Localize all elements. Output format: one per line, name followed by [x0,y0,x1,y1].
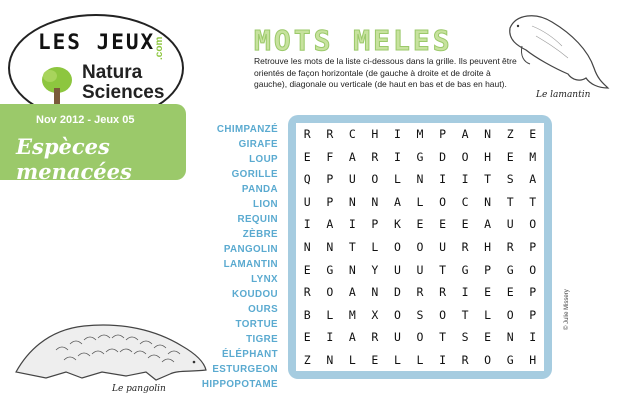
grid-cell[interactable]: K [393,217,401,232]
word-list [186,122,278,392]
grid-cell[interactable]: U [393,262,401,277]
grid-cell[interactable]: T [484,172,492,187]
grid-cell[interactable]: E [529,127,537,142]
grid-cell[interactable]: E [303,262,311,277]
grid-cell[interactable]: G [326,262,334,277]
grid-cell[interactable]: U [439,239,446,254]
grid-cell[interactable]: N [326,352,334,367]
grid-cell[interactable]: A [348,285,356,300]
grid-cell[interactable]: D [439,149,446,164]
grid-cell[interactable]: E [484,330,492,345]
grid-cell[interactable]: L [348,352,356,367]
grid-cell[interactable]: O [416,330,424,345]
grid-cell[interactable]: U [506,217,514,232]
grid-cell[interactable]: O [529,262,537,277]
grid-cell[interactable]: T [529,194,537,209]
grid-cell[interactable]: L [416,352,424,367]
grid-cell[interactable]: P [371,217,379,232]
grid-cell[interactable]: M [348,307,356,322]
grid-cell[interactable]: O [393,239,401,254]
grid-cell[interactable]: I [303,217,311,232]
word-list-item: TIGRE [246,334,278,345]
grid-cell[interactable]: O [326,285,334,300]
grid-cell[interactable]: U [393,330,401,345]
grid-cell[interactable]: N [484,127,492,142]
grid-cell[interactable]: O [416,239,424,254]
manatee-illustration [492,6,612,92]
grid-cell[interactable]: E [371,352,379,367]
grid-cell[interactable]: U [416,262,424,277]
grid-cell[interactable]: C [348,127,356,142]
grid-cell[interactable]: H [371,127,379,142]
word-list-item: PANDA [241,184,278,195]
word-list-item: GORILLE [231,169,278,180]
grid-cell[interactable]: U [303,194,311,209]
grid-cell[interactable]: M [416,127,424,142]
grid-cell[interactable]: I [439,352,446,367]
word-list-item: HIPPOPOTAME [201,379,278,390]
logo-sciences: Sciences [82,82,165,103]
grid-cell[interactable]: H [484,239,492,254]
grid-cell[interactable]: A [461,127,469,142]
grid-cell[interactable]: N [371,194,379,209]
grid-cell[interactable]: I [461,285,469,300]
grid-cell[interactable]: T [348,239,356,254]
word-list-item: TORTUE [235,319,278,330]
word-list-item: GIRAFE [238,139,278,150]
banner-subtitle: Nov 2012 - Jeux 05 [36,114,135,126]
grid-cell[interactable]: I [326,330,334,345]
word-list-item: LYNX [251,274,278,285]
grid-cell[interactable]: T [461,307,469,322]
tree-icon [40,66,74,106]
grid-cell[interactable]: P [439,127,446,142]
word-list-item: LAMANTIN [223,259,278,270]
logo-les-jeux: LES JEUX [38,30,156,54]
grid-cell[interactable]: R [303,285,311,300]
grid-cell[interactable]: G [506,352,514,367]
grid-cell[interactable]: Z [303,352,311,367]
grid-cell[interactable]: I [393,127,401,142]
grid-cell[interactable]: H [484,149,492,164]
grid-cell[interactable]: P [326,172,334,187]
grid-cell[interactable]: T [439,330,446,345]
grid-cell[interactable]: O [461,149,469,164]
page-title: MOTS MELES [254,24,453,57]
grid-cell[interactable]: R [461,239,469,254]
word-list-item: CHIMPANZÉ [216,124,278,135]
grid-cell[interactable]: P [326,194,334,209]
grid-cell[interactable]: G [506,262,514,277]
grid-cell[interactable]: S [506,172,514,187]
grid-cell[interactable]: X [371,307,379,322]
grid-cell[interactable]: R [506,239,514,254]
grid-cell[interactable]: R [371,330,379,345]
grid-cell[interactable]: I [348,217,356,232]
pangolin-caption: Le pangolin [112,384,166,394]
grid-cell[interactable]: L [416,194,424,209]
grid-cell[interactable]: N [416,172,424,187]
grid-frame [288,115,552,379]
grid-cell[interactable]: E [303,149,311,164]
grid-cell[interactable]: I [529,330,537,345]
word-list-item: LION [252,199,278,210]
grid-cell[interactable]: R [303,127,311,142]
instructions-text: Retrouve les mots de la liste ci-dessous dans la grille. Ils peuvent être orientés de façon horizontale (de gauche à droite et de droite à gauche), diagonale ou verticale (de haut en bas et de bas en haut). [254,56,517,89]
grid-cell[interactable]: E [461,217,469,232]
grid-cell[interactable]: N [348,262,356,277]
word-list-item: ESTURGEON [212,364,278,375]
grid-cell[interactable]: N [484,194,492,209]
grid-cell[interactable]: G [416,149,424,164]
word-list-item: LOUP [249,154,278,165]
grid-cell[interactable]: S [461,330,469,345]
grid-cell[interactable]: P [529,307,537,322]
grid-cell[interactable]: O [439,307,446,322]
grid-cell[interactable]: Q [303,172,311,187]
grid-cell[interactable]: E [484,285,492,300]
grid-cell[interactable]: A [484,217,492,232]
grid-cell[interactable]: O [529,217,537,232]
pangolin-illustration [6,300,212,386]
grid-cell[interactable]: N [506,330,514,345]
grid-cell[interactable]: L [326,307,334,322]
grid-cell[interactable]: R [416,285,424,300]
grid-cell[interactable]: U [348,172,356,187]
word-list-item: OURS [248,304,278,315]
grid-cell[interactable]: B [303,307,311,322]
illustration-credit: © Julie Missery [564,289,570,330]
grid-cell[interactable]: E [303,330,311,345]
logo-natura: Natura [82,62,143,83]
grid-cell[interactable]: R [439,285,446,300]
grid-cell[interactable]: L [484,307,492,322]
grid-cell[interactable]: I [393,149,401,164]
grid-cell[interactable]: N [303,239,311,254]
grid-cell[interactable]: A [529,172,537,187]
grid-cell[interactable]: E [439,217,446,232]
grid-cell[interactable]: A [348,330,356,345]
grid-cell[interactable]: L [393,172,401,187]
grid-cell[interactable]: E [506,285,514,300]
grid-cell[interactable]: E [416,217,424,232]
grid-cell[interactable]: O [371,172,379,187]
grid-cell[interactable]: P [529,239,537,254]
grid-cell[interactable]: R [326,127,334,142]
grid-cell[interactable]: M [529,149,537,164]
grid-cell[interactable]: R [371,149,379,164]
grid-cell[interactable]: N [371,285,379,300]
grid-cell[interactable]: S [416,307,424,322]
word-list-item: PANGOLIN [223,244,278,255]
grid-cell[interactable]: Z [506,127,514,142]
grid-cell[interactable]: P [484,262,492,277]
grid-cell[interactable]: G [461,262,469,277]
grid-cell[interactable]: A [348,149,356,164]
grid-cell[interactable]: O [393,307,401,322]
logo-com: .com [154,36,165,60]
banner-title: Espèces menacées [16,134,132,184]
category-banner [0,104,186,184]
grid-cell[interactable]: T [506,194,514,209]
grid-cell[interactable]: T [439,262,446,277]
grid-cell[interactable]: F [326,149,334,164]
grid-cell[interactable]: O [506,307,514,322]
grid-cell[interactable]: H [529,352,537,367]
manatee-caption: Le lamantin [536,90,591,100]
grid-cell[interactable]: R [461,352,469,367]
grid-cell[interactable]: D [393,285,401,300]
grid-cell[interactable]: L [393,352,401,367]
word-search-grid [296,123,544,371]
word-list-item: KOUDOU [232,289,278,300]
grid-cell[interactable]: I [461,172,469,187]
grid-cell[interactable]: A [393,194,401,209]
grid-cell[interactable]: L [371,239,379,254]
grid-cell[interactable]: N [326,239,334,254]
grid-cell[interactable]: N [348,194,356,209]
grid-cell[interactable]: P [529,285,537,300]
grid-cell[interactable]: O [439,194,446,209]
word-list-item: ZÈBRE [242,229,278,240]
grid-cell[interactable]: E [506,149,514,164]
grid-cell[interactable]: I [439,172,446,187]
grid-cell[interactable]: C [461,194,469,209]
grid-cell[interactable]: O [484,352,492,367]
grid-cell[interactable]: A [326,217,334,232]
word-list-item: ÉLÉPHANT [222,349,278,360]
grid-cell[interactable]: Y [371,262,379,277]
word-list-item: REQUIN [237,214,278,225]
